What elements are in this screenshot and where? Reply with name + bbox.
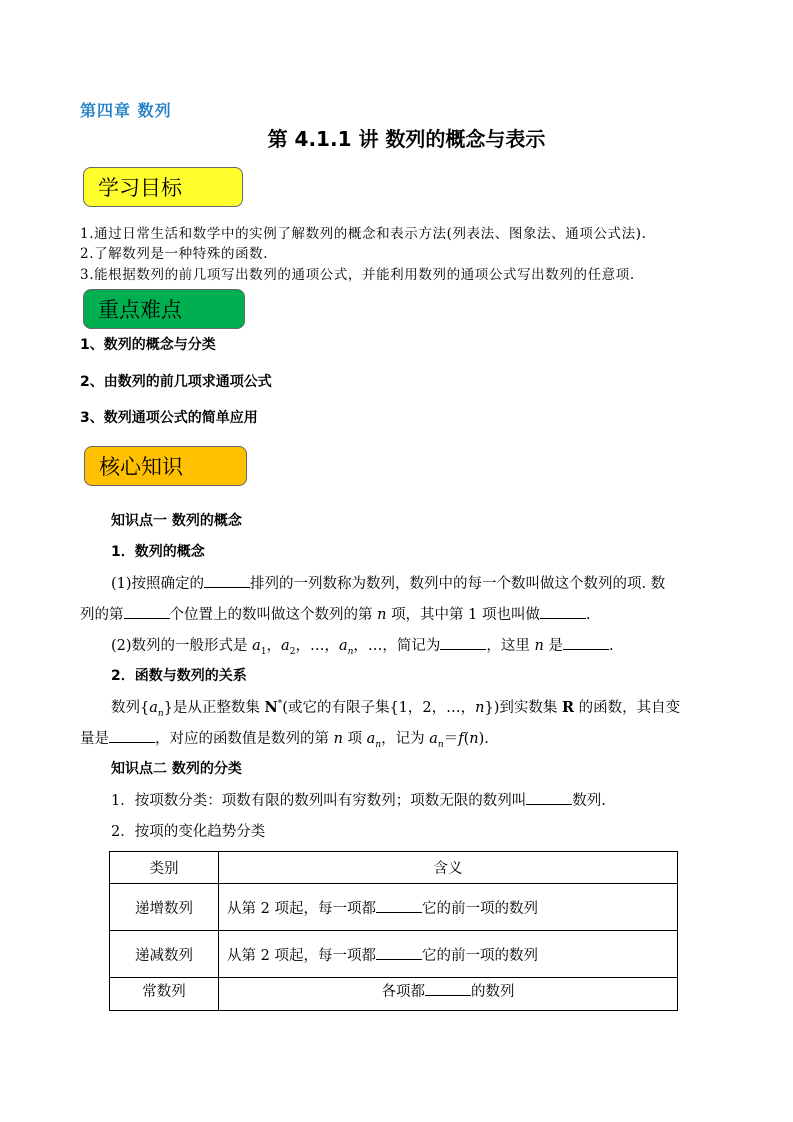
- text: 1．按项数分类：项数有限的数列叫有穷数列；项数无限的数列叫: [111, 793, 527, 809]
- var-n: n: [333, 731, 343, 747]
- set-N: N: [264, 699, 278, 716]
- fill-blank: [124, 604, 170, 619]
- text: (1)按照确定的: [111, 576, 205, 592]
- table-cell-meaning: [219, 931, 678, 978]
- text: 从第 2 项起，每一项都: [227, 900, 376, 917]
- var-n: n: [469, 731, 479, 747]
- superscript: *: [277, 699, 283, 710]
- badge-learning-goals: 学习目标: [83, 167, 243, 207]
- fill-blank: [425, 981, 471, 996]
- fill-blank: [376, 945, 422, 960]
- var-n: n: [475, 700, 485, 716]
- text: 数列.: [572, 793, 606, 809]
- goal-item: 3.能根据数列的前几项写出数列的通项公式，并能利用数列的通项公式写出数列的任意项.: [80, 267, 635, 283]
- subscript: n: [437, 739, 444, 750]
- subscript: n: [157, 708, 164, 719]
- text: 数列{: [111, 700, 150, 716]
- var-a: a: [149, 700, 158, 716]
- goal-item: 1.通过日常生活和数学中的实例了解数列的概念和表示方法(列表法、图象法、通项公式法).: [80, 226, 647, 242]
- text: 个位置上的数叫做这个数列的第: [169, 607, 373, 623]
- text: })到实数集: [484, 700, 558, 716]
- fill-blank: [563, 635, 609, 650]
- classification-table: [109, 851, 678, 1011]
- text: }是从正整数集: [163, 700, 260, 716]
- var-a: a: [252, 638, 261, 654]
- text: .: [586, 607, 591, 623]
- table-cell-type: 递增数列: [110, 884, 219, 931]
- text: …: [367, 638, 383, 654]
- page-title: 第 4.1.1 讲 数列的概念与表示: [267, 127, 546, 151]
- paragraph-concept-line2: [80, 603, 591, 624]
- text: ，对应的函数值是数列的第: [155, 731, 329, 747]
- text: ，: [353, 638, 368, 654]
- text: .: [608, 638, 614, 654]
- text: 它的前一项的数列: [421, 900, 538, 917]
- text: (2)数列的一般形式是: [111, 638, 248, 654]
- table-row: [110, 884, 678, 931]
- text: 排列的一列数称为数列，数列中的每一个数叫做这个数列的项. 数: [250, 576, 666, 592]
- fill-blank: [376, 898, 422, 913]
- text: 的数列: [471, 984, 515, 1000]
- var-n: n: [534, 638, 544, 654]
- text: 的函数，其自变: [578, 700, 681, 716]
- paragraph-concept-line1: [111, 572, 665, 593]
- key-point-item: 3、数列通项公式的简单应用: [80, 410, 258, 426]
- var-a: a: [281, 638, 290, 654]
- knowledge-point-1-heading: 知识点一 数列的概念: [111, 513, 242, 529]
- subscript: n: [347, 646, 354, 657]
- text: ，这里: [486, 638, 530, 654]
- table-row: [110, 978, 678, 1011]
- text: ，: [324, 638, 339, 654]
- text: 项: [347, 731, 363, 747]
- knowledge-point-2-heading: 知识点二 数列的分类: [111, 761, 242, 777]
- text: ，记为: [381, 731, 425, 747]
- section-title: 2．按项的变化趋势分类: [111, 824, 266, 840]
- fill-blank: [109, 728, 155, 743]
- badge-core-knowledge: 核心知识: [84, 446, 247, 486]
- badge-key-points: 重点难点: [83, 289, 245, 329]
- goal-item: 2.了解数列是一种特殊的函数.: [80, 246, 269, 262]
- text: ＝: [443, 731, 459, 747]
- text: ，简记为: [382, 638, 441, 654]
- table-header-cell: 类别: [110, 852, 219, 884]
- fill-blank: [204, 573, 250, 588]
- subscript: 2: [289, 646, 296, 657]
- paragraph-classification-count: [111, 789, 606, 810]
- subscript: 1: [260, 646, 267, 657]
- text: ，: [295, 638, 310, 654]
- text: (: [463, 731, 470, 747]
- subscript: n: [375, 739, 382, 750]
- text: 各项都: [381, 984, 425, 1000]
- chapter-label: 第四章 数列: [80, 101, 172, 120]
- text: 它的前一项的数列: [421, 947, 538, 964]
- fill-blank: [440, 635, 486, 650]
- set-R: R: [561, 699, 575, 716]
- key-point-item: 2、由数列的前几项求通项公式: [80, 374, 272, 390]
- paragraph-function-line1: [111, 696, 680, 719]
- text: 从第 2 项起，每一项都: [227, 947, 376, 964]
- table-header-cell: 含义: [219, 852, 678, 884]
- table-cell-type: 常数列: [110, 978, 219, 1011]
- section-title: 1．数列的概念: [111, 544, 205, 560]
- table-row: [110, 931, 678, 978]
- table-cell-meaning: [219, 884, 678, 931]
- table-cell-meaning: [219, 978, 678, 1011]
- section-title: 2．函数与数列的关系: [111, 668, 247, 684]
- table-cell-type: 递减数列: [110, 931, 219, 978]
- var-n: n: [377, 607, 387, 623]
- paragraph-general-form: [111, 634, 614, 657]
- fill-blank: [540, 604, 586, 619]
- paragraph-function-line2: [80, 727, 489, 750]
- var-a: a: [338, 638, 348, 654]
- var-a: a: [366, 731, 376, 747]
- text: ，: [266, 638, 282, 654]
- var-a: a: [429, 731, 438, 747]
- text: (或它的有限子集{1，2，…，: [282, 700, 476, 716]
- fill-blank: [526, 790, 572, 805]
- key-point-item: 1、数列的概念与分类: [80, 337, 216, 353]
- text: 是: [548, 638, 563, 654]
- var-f: f: [458, 731, 464, 747]
- text: 列的第: [80, 607, 124, 623]
- text: 量是: [80, 731, 109, 747]
- text: ).: [478, 731, 489, 747]
- text: 项，其中第 1 项也叫做: [391, 607, 541, 623]
- table-header-row: [110, 852, 678, 884]
- text: …: [309, 638, 325, 654]
